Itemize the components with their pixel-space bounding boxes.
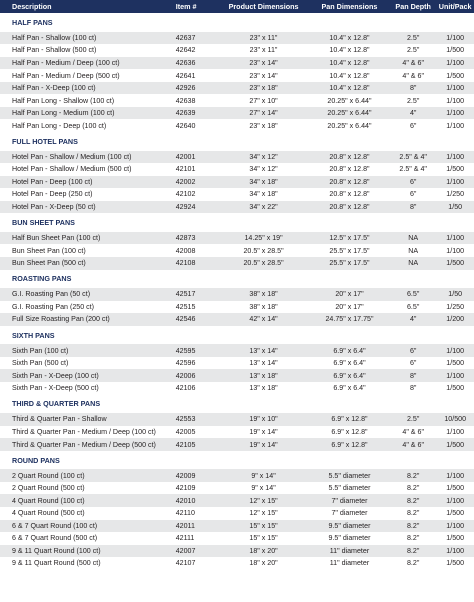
pan-depth-cell: 6" xyxy=(409,190,417,199)
pan-dimensions-cell: 10.4" x 12.8" xyxy=(329,71,370,80)
unit-pack-cell: 1/50 xyxy=(448,203,463,212)
pan-depth-cell: 8" xyxy=(409,84,417,93)
item-number-cell: 42926 xyxy=(175,84,196,93)
unit-pack-cell: 1/500 xyxy=(446,71,465,80)
unit-pack-cell: 1/500 xyxy=(446,46,465,55)
product-dimensions-cell: 12" x 15" xyxy=(249,509,278,518)
product-dimensions-cell: 12" x 15" xyxy=(249,496,278,505)
description-cell: Sixth Pan (100 ct) xyxy=(12,346,69,355)
description-cell: G.I. Roasting Pan (50 ct) xyxy=(12,290,91,299)
pan-dimensions-cell: 25.5" x 17.5" xyxy=(329,259,370,268)
item-number-cell: 42108 xyxy=(175,259,196,268)
table-row xyxy=(0,557,474,570)
description-cell: Hotel Pan - Shallow / Medium (100 ct) xyxy=(12,152,132,161)
section-title: SIXTH PANS xyxy=(12,330,55,340)
unit-pack-cell: 1/50 xyxy=(448,290,463,299)
description-cell: Third & Quarter Pan - Medium / Deep (500 ct) xyxy=(12,440,156,449)
unit-pack-cell: 1/100 xyxy=(446,496,465,505)
unit-pack-cell: 1/500 xyxy=(446,359,465,368)
pan-dimensions-cell: 7" diameter xyxy=(331,496,368,505)
section-title: ROASTING PANS xyxy=(12,274,72,284)
pan-depth-cell: 8" xyxy=(409,203,417,212)
pan-depth-cell: 4" xyxy=(409,315,417,324)
unit-pack-cell: 1/100 xyxy=(446,58,465,67)
table-row xyxy=(0,32,474,45)
column-header-pan-dimensions: Pan Dimensions xyxy=(321,2,378,11)
unit-pack-cell: 1/500 xyxy=(446,509,465,518)
product-dimensions-cell: 18" x 20" xyxy=(249,546,278,555)
pan-dimensions-cell: 10.4" x 12.8" xyxy=(329,33,370,42)
description-cell: Half Pan - Medium / Deep (100 ct) xyxy=(12,58,120,67)
product-dimensions-cell: 23" x 14" xyxy=(249,58,278,67)
description-cell: Hotel Pan - Deep (100 ct) xyxy=(12,177,93,186)
section-title: HALF PANS xyxy=(12,17,53,27)
unit-pack-cell: 1/500 xyxy=(446,559,465,568)
description-cell: Bun Sheet Pan (500 ct) xyxy=(12,259,86,268)
product-dimensions-cell: 27" x 14" xyxy=(249,109,278,118)
section-title: FULL HOTEL PANS xyxy=(12,136,78,146)
unit-pack-cell: 1/100 xyxy=(446,471,465,480)
description-cell: Half Pan - Shallow (100 ct) xyxy=(12,33,97,42)
table-row xyxy=(0,82,474,95)
description-cell: 6 & 7 Quart Round (100 ct) xyxy=(12,521,98,530)
table-row xyxy=(0,357,474,370)
item-number-cell: 42109 xyxy=(175,484,196,493)
pan-dimensions-cell: 12.5" x 17.5" xyxy=(329,234,370,243)
pan-dimensions-cell: 9.5" diameter xyxy=(328,534,371,543)
product-dimensions-cell: 23" x 11" xyxy=(249,46,278,55)
unit-pack-cell: 1/250 xyxy=(446,302,465,311)
item-number-cell: 42002 xyxy=(175,177,196,186)
product-dimensions-cell: 9" x 14" xyxy=(251,484,276,493)
pan-dimensions-cell: 11" diameter xyxy=(329,546,370,555)
pan-depth-cell: 4" & 6" xyxy=(402,440,424,449)
pan-depth-cell: 8.2" xyxy=(406,559,420,568)
pan-dimensions-cell: 6.9" x 12.8" xyxy=(331,415,368,424)
description-cell: Half Pan - X-Deep (100 ct) xyxy=(12,84,96,93)
description-cell: 2 Quart Round (500 ct) xyxy=(12,484,85,493)
pan-depth-cell: 6" xyxy=(409,359,417,368)
item-number-cell: 42011 xyxy=(175,521,195,530)
table-row xyxy=(0,545,474,558)
unit-pack-cell: 1/100 xyxy=(446,84,465,93)
description-cell: 9 & 11 Quart Round (100 ct) xyxy=(12,546,101,555)
pan-depth-cell: NA xyxy=(408,246,419,255)
table-row xyxy=(0,532,474,545)
item-number-cell: 42553 xyxy=(175,415,196,424)
product-dimensions-cell: 34" x 18" xyxy=(249,177,278,186)
product-dimensions-cell: 13" x 18" xyxy=(249,384,278,393)
section-title: BUN SHEET PANS xyxy=(12,218,75,228)
description-cell: 9 & 11 Quart Round (500 ct) xyxy=(12,559,101,568)
item-number-cell: 42102 xyxy=(175,190,196,199)
pan-depth-cell: 6.5" xyxy=(406,290,420,299)
unit-pack-cell: 10/500 xyxy=(444,415,467,424)
pan-depth-cell: 2.5" & 4" xyxy=(399,152,427,161)
product-dimensions-cell: 27" x 10" xyxy=(249,96,278,105)
product-dimensions-cell: 23" x 14" xyxy=(249,71,278,80)
item-number-cell: 42637 xyxy=(175,33,196,42)
unit-pack-cell: 1/100 xyxy=(446,152,465,161)
pan-depth-cell: 2.5" xyxy=(406,415,420,424)
pan-dimensions-cell: 6.9" x 6.4" xyxy=(333,371,366,380)
product-dimensions-cell: 23" x 18" xyxy=(249,84,278,93)
unit-pack-cell: 1/100 xyxy=(446,109,465,118)
column-header-item-number: Item # xyxy=(175,2,197,11)
pan-depth-cell: 2.5" xyxy=(406,46,420,55)
pan-depth-cell: 8" xyxy=(409,384,417,393)
table-row xyxy=(0,163,474,176)
item-number-cell: 42105 xyxy=(175,440,196,449)
product-dimensions-cell: 34" x 12" xyxy=(249,152,278,161)
description-cell: 4 Quart Round (100 ct) xyxy=(12,496,85,505)
section-title: THIRD & QUARTER PANS xyxy=(12,399,101,409)
pan-dimensions-cell: 11" diameter xyxy=(329,559,370,568)
description-cell: Third & Quarter Pan - Medium / Deep (100 ct) xyxy=(12,427,156,436)
table-row xyxy=(0,507,474,520)
pan-dimensions-cell: 20.25" x 6.44" xyxy=(327,96,372,105)
item-number-cell: 42110 xyxy=(175,509,195,518)
pan-depth-cell: 2.5" & 4" xyxy=(399,165,427,174)
description-cell: Sixth Pan - X-Deep (100 ct) xyxy=(12,371,99,380)
table-row xyxy=(0,107,474,120)
unit-pack-cell: 1/100 xyxy=(446,371,465,380)
unit-pack-cell: 1/100 xyxy=(446,521,465,530)
description-cell: Hotel Pan - Shallow / Medium (500 ct) xyxy=(12,165,132,174)
pan-dimensions-cell: 6.9" x 6.4" xyxy=(333,359,366,368)
unit-pack-cell: 1/100 xyxy=(446,96,465,105)
unit-pack-cell: 1/100 xyxy=(446,346,465,355)
pan-depth-cell: 8" xyxy=(409,371,417,380)
table-row xyxy=(0,426,474,439)
pan-depth-cell: 2.5" xyxy=(406,33,420,42)
section-heading xyxy=(0,451,474,470)
pan-dimensions-cell: 6.9" x 6.4" xyxy=(333,384,366,393)
column-header-pan-depth: Pan Depth xyxy=(395,2,431,11)
item-number-cell: 42640 xyxy=(175,121,196,130)
table-row xyxy=(0,494,474,507)
product-dimensions-cell: 20.5" x 28.5" xyxy=(243,259,284,268)
description-cell: Half Bun Sheet Pan (100 ct) xyxy=(12,234,101,243)
item-number-cell: 42639 xyxy=(175,109,196,118)
pan-depth-cell: NA xyxy=(408,234,419,243)
pan-depth-cell: 6.5" xyxy=(406,302,420,311)
product-dimensions-cell: 23" x 11" xyxy=(249,33,278,42)
table-row xyxy=(0,520,474,533)
column-header-unit-pack: Unit/Pack xyxy=(438,2,472,11)
description-cell: Full Size Roasting Pan (200 ct) xyxy=(12,315,110,324)
pan-dimensions-cell: 20" x 17" xyxy=(335,290,364,299)
table-row xyxy=(0,344,474,357)
description-cell: Half Pan Long - Shallow (100 ct) xyxy=(12,96,115,105)
item-number-cell: 42515 xyxy=(175,302,196,311)
table-row xyxy=(0,57,474,70)
description-cell: G.I. Roasting Pan (250 ct) xyxy=(12,302,95,311)
pan-dimensions-cell: 20.25" x 6.44" xyxy=(327,109,372,118)
table-row xyxy=(0,188,474,201)
product-dimensions-cell: 9" x 14" xyxy=(251,471,276,480)
item-number-cell: 42008 xyxy=(175,246,196,255)
pan-depth-cell: 6" xyxy=(409,346,417,355)
pan-dimensions-cell: 20.8" x 12.8" xyxy=(329,177,370,186)
unit-pack-cell: 1/500 xyxy=(446,165,465,174)
pan-depth-cell: NA xyxy=(408,259,419,268)
pan-dimensions-cell: 20.8" x 12.8" xyxy=(329,165,370,174)
pan-dimensions-cell: 6.9" x 6.4" xyxy=(333,346,366,355)
description-cell: Hotel Pan - Deep (250 ct) xyxy=(12,190,93,199)
table-row xyxy=(0,482,474,495)
unit-pack-cell: 1/500 xyxy=(446,259,465,268)
item-number-cell: 42106 xyxy=(175,384,196,393)
description-cell: 2 Quart Round (100 ct) xyxy=(12,471,85,480)
item-number-cell: 42517 xyxy=(175,290,196,299)
pan-depth-cell: 4" xyxy=(409,109,417,118)
item-number-cell: 42006 xyxy=(175,371,196,380)
product-dimensions-cell: 34" x 18" xyxy=(249,190,278,199)
product-dimensions-cell: 19" x 14" xyxy=(249,427,278,436)
unit-pack-cell: 1/100 xyxy=(446,234,465,243)
pan-dimensions-cell: 6.9" x 12.8" xyxy=(331,440,368,449)
product-dimensions-cell: 19" x 10" xyxy=(249,415,278,424)
unit-pack-cell: 1/500 xyxy=(446,534,465,543)
unit-pack-cell: 1/100 xyxy=(446,246,465,255)
item-number-cell: 42007 xyxy=(175,546,196,555)
product-dimensions-cell: 23" x 18" xyxy=(249,121,278,130)
pan-depth-cell: 4" & 6" xyxy=(402,58,424,67)
section-heading xyxy=(0,213,474,232)
item-number-cell: 42642 xyxy=(175,46,196,55)
pan-dimensions-cell: 6.9" x 12.8" xyxy=(331,427,368,436)
table-row xyxy=(0,469,474,482)
pan-depth-cell: 8.2" xyxy=(406,546,420,555)
item-number-cell: 42636 xyxy=(175,58,196,67)
pan-depth-cell: 6" xyxy=(409,177,417,186)
pan-dimensions-cell: 20.8" x 12.8" xyxy=(329,203,370,212)
description-cell: Half Pan Long - Deep (100 ct) xyxy=(12,121,107,130)
item-number-cell: 42005 xyxy=(175,427,196,436)
item-number-cell: 42010 xyxy=(175,496,196,505)
item-number-cell: 42001 xyxy=(175,152,196,161)
item-number-cell: 42873 xyxy=(175,234,196,243)
table-row xyxy=(0,438,474,451)
description-cell: Bun Sheet Pan (100 ct) xyxy=(12,246,86,255)
pan-dimensions-cell: 9.5" diameter xyxy=(328,521,371,530)
item-number-cell: 42009 xyxy=(175,471,196,480)
column-header-product-dimensions: Product Dimensions xyxy=(228,2,299,11)
table-row xyxy=(0,313,474,326)
section-heading xyxy=(0,395,474,414)
table-body xyxy=(0,13,474,570)
pan-dimensions-cell: 5.5" diameter xyxy=(328,471,371,480)
pan-dimensions-cell: 25.5" x 17.5" xyxy=(329,246,370,255)
unit-pack-cell: 1/100 xyxy=(446,121,465,130)
item-number-cell: 42638 xyxy=(175,96,196,105)
pan-dimensions-cell: 7" diameter xyxy=(331,509,368,518)
pan-dimensions-cell: 5.5" diameter xyxy=(328,484,371,493)
item-number-cell: 42595 xyxy=(175,346,196,355)
table-row xyxy=(0,301,474,314)
section-heading xyxy=(0,270,474,289)
unit-pack-cell: 1/250 xyxy=(446,190,465,199)
pan-dimensions-cell: 20.25" x 6.44" xyxy=(327,121,372,130)
item-number-cell: 42924 xyxy=(175,203,196,212)
unit-pack-cell: 1/100 xyxy=(446,177,465,186)
unit-pack-cell: 1/100 xyxy=(446,427,465,436)
unit-pack-cell: 1/500 xyxy=(446,440,465,449)
pan-depth-cell: 8.2" xyxy=(406,496,420,505)
item-number-cell: 42111 xyxy=(175,534,195,543)
description-cell: Hotel Pan - X-Deep (50 ct) xyxy=(12,203,96,212)
pan-depth-cell: 8.2" xyxy=(406,509,420,518)
pan-dimensions-cell: 20.8" x 12.8" xyxy=(329,190,370,199)
unit-pack-cell: 1/500 xyxy=(446,384,465,393)
product-dimensions-cell: 13" x 18" xyxy=(249,371,278,380)
product-dimensions-cell: 18" x 20" xyxy=(249,559,278,568)
description-cell: 6 & 7 Quart Round (500 ct) xyxy=(12,534,98,543)
table-row xyxy=(0,257,474,270)
description-cell: Half Pan - Medium / Deep (500 ct) xyxy=(12,71,120,80)
pan-dimensions-cell: 10.4" x 12.8" xyxy=(329,84,370,93)
item-number-cell: 42101 xyxy=(175,165,196,174)
product-dimensions-cell: 38" x 18" xyxy=(249,290,278,299)
pan-dimensions-cell: 20.8" x 12.8" xyxy=(329,152,370,161)
item-number-cell: 42596 xyxy=(175,359,196,368)
table-row xyxy=(0,151,474,164)
table-header xyxy=(0,0,474,13)
table-row xyxy=(0,232,474,245)
table-row xyxy=(0,201,474,214)
description-cell: 4 Quart Round (500 ct) xyxy=(12,509,85,518)
product-dimensions-cell: 34" x 12" xyxy=(249,165,278,174)
pan-depth-cell: 8.2" xyxy=(406,484,420,493)
product-dimensions-cell: 13" x 14" xyxy=(249,359,278,368)
unit-pack-cell: 1/100 xyxy=(446,546,465,555)
pan-depth-cell: 2.5" xyxy=(406,96,420,105)
description-cell: Sixth Pan - X-Deep (500 ct) xyxy=(12,384,99,393)
product-dimensions-cell: 13" x 14" xyxy=(249,346,278,355)
product-dimensions-cell: 20.5" x 28.5" xyxy=(243,246,284,255)
pan-depth-cell: 8.2" xyxy=(406,471,420,480)
product-dimensions-cell: 34" x 22" xyxy=(249,203,278,212)
pan-dimensions-cell: 20" x 17" xyxy=(335,302,364,311)
column-header-description: Description xyxy=(12,2,52,11)
description-cell: Half Pan - Shallow (500 ct) xyxy=(12,46,97,55)
table-row xyxy=(0,94,474,107)
product-dimensions-cell: 42" x 14" xyxy=(249,315,278,324)
description-cell: Sixth Pan (500 ct) xyxy=(12,359,69,368)
section-heading xyxy=(0,326,474,345)
table-row xyxy=(0,413,474,426)
item-number-cell: 42107 xyxy=(175,559,196,568)
table-row xyxy=(0,69,474,82)
unit-pack-cell: 1/500 xyxy=(446,484,465,493)
unit-pack-cell: 1/100 xyxy=(446,33,465,42)
product-dimensions-cell: 15" x 15" xyxy=(249,534,278,543)
product-dimensions-cell: 14.25" x 19" xyxy=(244,234,283,243)
item-number-cell: 42546 xyxy=(175,315,196,324)
table-row xyxy=(0,369,474,382)
section-heading xyxy=(0,13,474,32)
section-title: ROUND PANS xyxy=(12,455,60,465)
pan-depth-cell: 4" & 6" xyxy=(402,71,424,80)
item-number-cell: 42641 xyxy=(175,71,196,80)
section-heading xyxy=(0,132,474,151)
pan-depth-cell: 8.2" xyxy=(406,534,420,543)
description-cell: Third & Quarter Pan - Shallow xyxy=(12,415,107,424)
table-row xyxy=(0,44,474,57)
product-dimensions-cell: 19" x 14" xyxy=(249,440,278,449)
table-row xyxy=(0,119,474,132)
table-row xyxy=(0,244,474,257)
pan-depth-cell: 8.2" xyxy=(406,521,420,530)
pan-dimensions-cell: 10.4" x 12.8" xyxy=(329,46,370,55)
product-dimensions-cell: 38" x 18" xyxy=(249,302,278,311)
pan-dimensions-cell: 24.75" x 17.75" xyxy=(325,315,374,324)
table-row xyxy=(0,288,474,301)
pan-dimensions-cell: 10.4" x 12.8" xyxy=(329,58,370,67)
pan-depth-cell: 4" & 6" xyxy=(402,427,424,436)
description-cell: Half Pan Long - Medium (100 ct) xyxy=(12,109,115,118)
pan-depth-cell: 6" xyxy=(409,121,417,130)
unit-pack-cell: 1/200 xyxy=(446,315,465,324)
table-row xyxy=(0,382,474,395)
table-row xyxy=(0,176,474,189)
product-dimensions-cell: 15" x 15" xyxy=(249,521,278,530)
